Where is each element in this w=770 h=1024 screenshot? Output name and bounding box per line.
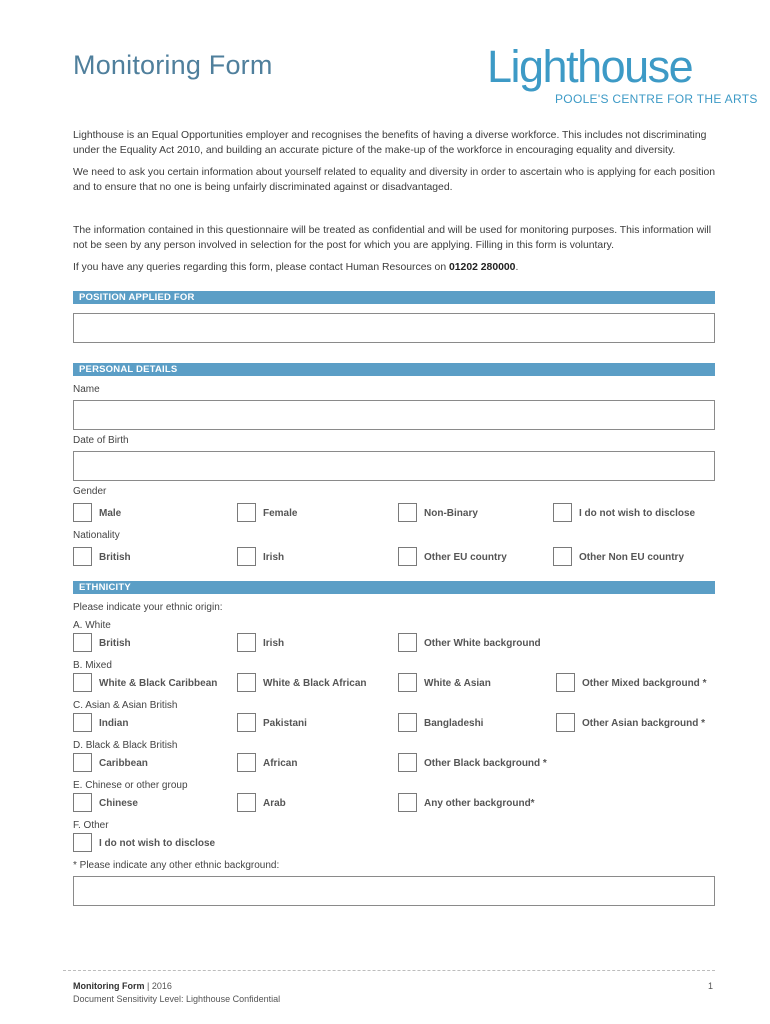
dob-label: Date of Birth [73,435,129,446]
lighthouse-logo: Lighthouse [487,41,693,92]
checkbox[interactable] [237,793,256,812]
footer-doc-title: Monitoring Form [73,981,145,991]
other-ethnic-label: * Please indicate any other ethnic background: [73,860,280,871]
checkbox[interactable] [398,713,417,732]
checkbox[interactable] [556,713,575,732]
checkbox[interactable] [398,633,417,652]
page-number: 1 [708,981,714,991]
checkbox[interactable] [73,547,92,566]
checkbox[interactable] [553,547,572,566]
checkbox[interactable] [73,673,92,692]
checkbox[interactable] [398,673,417,692]
checkbox[interactable] [237,753,256,772]
logo-tagline: POOLE'S CENTRE FOR THE ARTS [555,92,758,106]
checkbox[interactable] [73,633,92,652]
footer-year: 2016 [151,981,172,991]
checkbox[interactable] [237,633,256,652]
checkbox[interactable] [237,503,256,522]
dob-input[interactable] [73,451,715,481]
ethnicity-intro: Please indicate your ethnic origin: [73,602,223,613]
checkbox[interactable] [398,503,417,522]
checkbox[interactable] [398,753,417,772]
name-label: Name [73,384,100,395]
checkbox[interactable] [73,793,92,812]
checkbox[interactable] [237,547,256,566]
intro-paragraph-4 [73,260,718,275]
checkbox[interactable] [73,503,92,522]
intro-paragraph-3: The information contained in this questionnaire will be treated as confidential and will be used for monitoring purposes. This information will not be seen by any person involved in selection for the post for which you are applying. Filling in this form is voluntary. [73,225,712,251]
footer-doc-info [73,981,172,991]
checkbox[interactable] [237,713,256,732]
contact-text-end: . [515,262,519,273]
footer-sensitivity: Document Sensitivity Level: Lighthouse Confidential [73,994,281,1004]
checkbox[interactable] [556,673,575,692]
checkbox[interactable] [398,547,417,566]
group-b-label: B. Mixed [73,660,112,671]
checkbox[interactable] [237,673,256,692]
gender-label: Gender [73,486,107,497]
group-f-label: F. Other [73,820,109,831]
nationality-label: Nationality [73,530,120,541]
group-e-label: E. Chinese or other group [73,780,188,791]
intro-paragraph-1: Lighthouse is an Equal Opportunities employer and recognises the benefits of having a diverse workforce. This includes not discriminating under the Equality Act 2010, and building an accurate picture of the make-up of the workforce in encouraging equality and diversity. [73,130,707,156]
page-title: Monitoring Form [73,50,273,80]
checkbox[interactable] [73,753,92,772]
section-personal-details: PERSONAL DETAILS [73,363,715,376]
checkbox[interactable] [73,713,92,732]
name-input[interactable] [73,400,715,430]
contact-text: If you have any queries regarding this form, please contact Human Resources on [73,262,449,273]
checkbox[interactable] [398,793,417,812]
checkbox[interactable] [73,833,92,852]
group-c-label: C. Asian & Asian British [73,700,178,711]
group-d-label: D. Black & Black British [73,740,178,751]
position-input[interactable] [73,313,715,343]
section-ethnicity: ETHNICITY [73,581,715,594]
checkbox[interactable] [553,503,572,522]
intro-paragraph-2: We need to ask you certain information about yourself related to equality and diversity in order to ascertain who is applying for each position and to ensure that no one is being unfairly discriminated against or disadvantaged. [73,167,716,193]
group-a-label: A. White [73,620,111,631]
other-ethnic-input[interactable] [73,876,715,906]
footer-separator: | [147,981,150,991]
footer-divider [63,970,715,971]
hr-phone-number: 01202 280000 [449,262,516,273]
section-position-applied: POSITION APPLIED FOR [73,291,715,304]
